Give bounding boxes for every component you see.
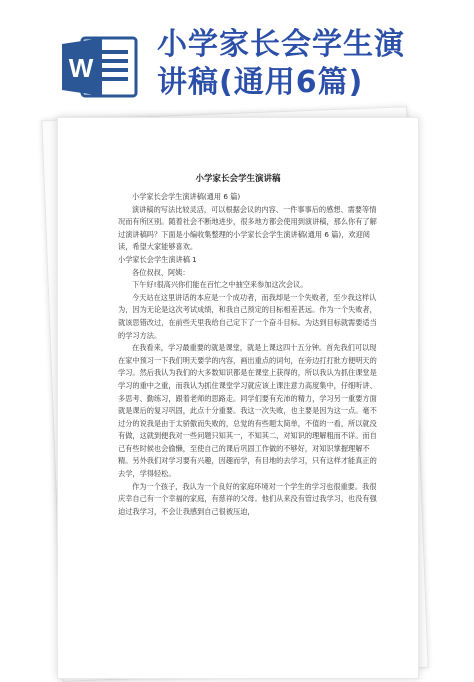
intro-paragraph: 演讲稿的写法比较灵活，可以根据会议的内容、一件事事后的感想、需要等情况而有所区别。随着社会不断地进步，很多地方都会使用到演讲稿，那么你有了解过演讲稿吗？下面是小编收集整理的小学家长会学生演讲稿(通用 6 篇)，欢迎阅读，希望大家能够喜欢。 — [118, 204, 377, 252]
svg-text:W: W — [68, 53, 94, 83]
title-line-1: 小学家长会学生演 — [157, 27, 405, 62]
paragraph-1: 下午好!很高兴你们能在百忙之中抽空来参加这次会议。 — [132, 280, 308, 290]
title-line-2: 讲稿(通用6篇) — [157, 65, 364, 100]
section-heading: 小学家长会学生演讲稿 1 — [118, 254, 197, 264]
paragraph-2: 今天站在这里讲话的本应是一个成功者，而我却是一个失败者，至少我这样认为，因为无论是这次考试成绩，和我自己预定的目标相差甚远。作为一个失败者，就该思错改过，在前些天里我给自己定下了一个奋斗目标。为达到目标就需要适当的学习方法。 — [118, 292, 377, 340]
paragraph-3: 在我看来，学习最重要的就是课堂，就是上课这四十五分钟。首先我们可以现在家中预习一下我们明天要学的内容，画出重点的词句，在旁边打打批方便明天的学习。然后我认为我们的大多数知识都是在课堂上获得的，所以我认为抓住课堂是学习的重中之重，而我认为抓住课堂学习就应该上课注意力高度集中，仔细听讲、多思考、勤练习，跟着老师的思路走。同学们要有充沛的精力，学习另一重要方面就是课后的复习巩固，此点十分重要。我这一次失败，也主要是因为这一点。毫不过分的说我是由于太骄傲而失败的，总觉的有些题太简单，不值的一看，所以就没有做，这就到便我对一些问题只知其一，不知其二，对知识的理解粗而不详。而自己有些时候也会偷懒，至使自己的课后巩固工作做的不够好，对知识掌握理解不精。另外我们对学习要有兴趣，因趣而学，有目地的去学习，只有这样才能真正的去学，学得轻松。 — [118, 343, 377, 479]
word-document-icon — [62, 36, 138, 98]
paragraph-4: 作为一个孩子，我认为一个良好的家庭环境对一个学生的学习也很重要。我很庆幸自己有一个幸福的家庭，有慈祥的父母。他们从来没有管过我学习，也没有强迫过我学习，不会让我感到自己很被压迫， — [118, 481, 377, 516]
greeting: 各位叔叔、阿姨： — [132, 267, 190, 277]
header-banner — [0, 0, 474, 120]
document-subtitle: 小学家长会学生演讲稿(通用 6 篇) — [132, 192, 241, 201]
document-title: 小学家长会学生演讲稿 — [195, 174, 281, 184]
document-page — [57, 117, 419, 679]
document-body — [118, 191, 380, 518]
page-title — [157, 26, 467, 102]
